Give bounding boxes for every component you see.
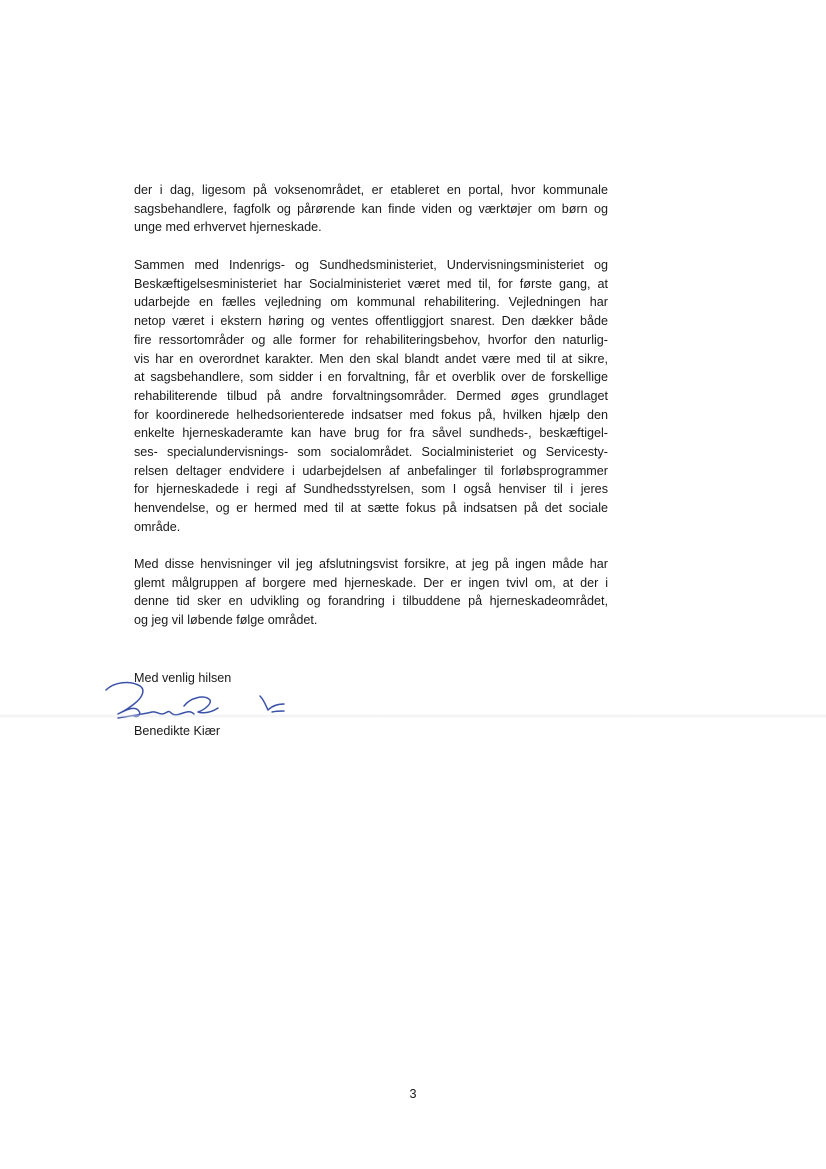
signature-stroke bbox=[184, 697, 218, 713]
text-line: sagsbehandlere, fagfolk og pårørende kan finde viden og værktøjer om børn og bbox=[134, 201, 608, 216]
text-line: netop været i ekstern høring og ventes offentliggjort snarest. Den dækker både bbox=[134, 314, 608, 329]
text-line: henvendelse, og er hermed med til at sætte fokus på indsatsen på det sociale bbox=[134, 501, 608, 516]
text-line: der i dag, ligesom på voksenområdet, er etableret en portal, hvor kommunale bbox=[134, 183, 608, 197]
text-line: område. bbox=[134, 519, 181, 534]
text-line: unge med erhvervet hjerneskade. bbox=[134, 220, 322, 235]
signature-stroke bbox=[106, 683, 143, 717]
text-line: glemt målgruppen af borgere med hjerneskade. Der er ingen tvivl om, at der i bbox=[134, 575, 608, 590]
text-line: Sammen med Indenrigs- og Sundhedsministeriet, Undervisningsministeriet og bbox=[134, 258, 608, 272]
text-line: for hjerneskadede i regi af Sundhedsstyrelsen, som I også henviser til i jeres bbox=[134, 482, 608, 497]
text-line: Med disse henvisninger vil jeg afslutningsvist forsikre, at jeg på ingen måde har bbox=[134, 557, 608, 571]
signature-stroke bbox=[272, 711, 284, 712]
text-line: fire ressortområder og alle former for rehabiliteringsbehov, hvorfor den naturlig- bbox=[134, 332, 608, 347]
text-line: ses- specialundervisnings- som socialområdet. Socialministeriet og Servicesty- bbox=[134, 445, 608, 460]
signature-stroke bbox=[260, 696, 284, 710]
text-line: og jeg vil løbende følge området. bbox=[134, 613, 318, 628]
handwritten-signature bbox=[100, 676, 290, 726]
paragraph-1 bbox=[134, 181, 608, 237]
text-line: enkelte hjerneskaderamte kan have brug for fra såvel sundheds-, beskæftigel- bbox=[134, 426, 608, 441]
text-line: for koordinerede helhedsorienterede indsatser med fokus på, hvilken hjælp den bbox=[134, 407, 608, 422]
text-line: vis har en overordnet karakter. Men den skal blandt andet være med til at sikre, bbox=[134, 351, 608, 366]
paragraph-2 bbox=[134, 256, 608, 537]
page-number: 3 bbox=[409, 1087, 417, 1101]
text-line: denne tid sker en udvikling og forandring i tilbuddene på hjerneskadeområdet, bbox=[134, 594, 608, 609]
closing-salutation: Med venlig hilsen bbox=[134, 671, 232, 685]
text-line: rehabiliterende tilbud på andre forvaltningsområder. Dermed øges grundlaget bbox=[134, 388, 608, 403]
text-line: Beskæftigelsesministeriet har Socialministeriet været med til, for første gang, at bbox=[134, 276, 608, 291]
signatory-name: Benedikte Kiær bbox=[134, 724, 221, 738]
scan-artifact bbox=[0, 714, 826, 718]
text-line: udarbejde en fælles vejledning om kommunal rehabilitering. Vejledningen har bbox=[134, 295, 608, 310]
text-line: at sagsbehandlere, som sidder i en forvaltning, får et overblik over de forskellige bbox=[134, 370, 608, 385]
text-line: relsen deltager endvidere i udarbejdelsen af anbefalinger til forløbsprogrammer bbox=[134, 463, 608, 478]
paragraph-3 bbox=[134, 555, 608, 630]
